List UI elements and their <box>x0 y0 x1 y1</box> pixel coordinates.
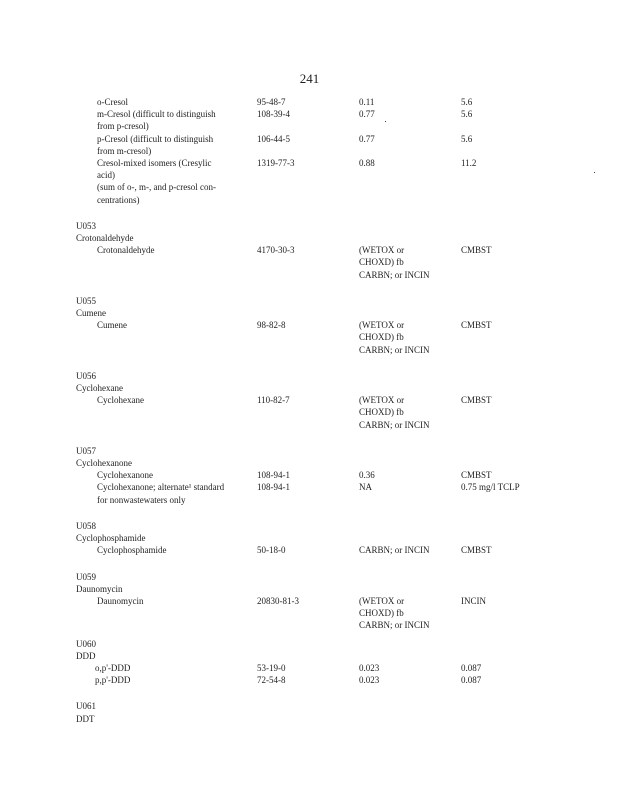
constituent-name: m-Cresol (difficult to distinguish from p-cresol) <box>97 109 216 132</box>
table-row <box>76 674 556 686</box>
waste-code-section <box>76 700 556 724</box>
treatment-standards-table <box>76 96 556 725</box>
waste-code-section <box>76 370 556 431</box>
cas-number: 108-39-4 <box>257 109 290 120</box>
table-row <box>76 319 556 356</box>
nonwastewater-standard: INCIN <box>461 595 486 606</box>
nonwastewater-standard: 5.6 <box>461 97 473 107</box>
wastewater-standard: 0.023 <box>359 675 380 686</box>
scan-speck <box>594 172 595 173</box>
nonwastewater-standard: 0.75 mg/l TCLP <box>461 482 520 493</box>
constituent-name: o-Cresol <box>97 97 128 107</box>
waste-code-section <box>76 295 556 356</box>
cas-number: 20830-81-3 <box>257 595 299 606</box>
nonwastewater-standard: 5.6 <box>461 133 473 144</box>
waste-code: U058 <box>76 520 96 531</box>
waste-code: U059 <box>76 571 96 582</box>
cas-number: 50-18-0 <box>257 545 286 556</box>
nonwastewater-standard: 0.087 <box>461 662 482 673</box>
table-row <box>76 133 556 157</box>
waste-title: Cyclohexane <box>76 383 123 394</box>
cas-number: 72-54-8 <box>257 675 286 686</box>
table-row <box>76 157 556 206</box>
constituent-name: Cyclophosphamide <box>97 545 167 556</box>
wastewater-standard: 0.88 <box>359 158 375 169</box>
table-row <box>76 469 556 481</box>
table-row <box>76 544 556 556</box>
nonwastewater-standard: CMBST <box>461 395 492 406</box>
waste-title: Daunomycin <box>76 583 123 594</box>
cas-number: 108-94-1 <box>257 482 290 493</box>
table-row <box>76 662 556 674</box>
waste-code: U061 <box>76 701 96 712</box>
nonwastewater-standard: CMBST <box>461 320 492 331</box>
constituent-name: Cresol-mixed isomers (Cresylic acid) (sum of o-, m-, and p-cresol con- centrations) <box>97 158 216 205</box>
wastewater-standard: CARBN; or INCIN <box>359 545 430 556</box>
nonwastewater-standard: 0.087 <box>461 675 482 686</box>
constituent-name: p-Cresol (difficult to distinguish from m-cresol) <box>97 133 214 156</box>
constituent-name: Cumene <box>97 320 127 331</box>
constituent-name: p,p'-DDD <box>95 675 131 686</box>
waste-code-section <box>76 220 556 281</box>
cas-number: 98-82-8 <box>257 320 286 331</box>
constituent-name: Cyclohexanone <box>97 470 153 481</box>
table-row <box>76 244 556 281</box>
wastewater-standard: 0.36 <box>359 470 375 481</box>
constituent-name: Crotonaldehyde <box>97 245 155 256</box>
nonwastewater-standard: CMBST <box>461 470 492 481</box>
constituent-name: Cyclohexane <box>97 395 144 406</box>
nonwastewater-standard: CMBST <box>461 245 492 256</box>
page-number: 241 <box>299 71 320 86</box>
wastewater-standard: 0.11 <box>359 97 375 107</box>
table-row <box>76 481 556 505</box>
waste-title: Cumene <box>76 308 106 319</box>
waste-code-section <box>76 445 556 506</box>
waste-title: Crotonaldehyde <box>76 233 134 244</box>
waste-code-section <box>76 571 556 632</box>
constituent-name: Cyclohexanone; alternate¹ standard for nonwastewaters only <box>97 482 225 505</box>
constituent-name: Daunomycin <box>97 595 144 606</box>
waste-code: U060 <box>76 638 96 649</box>
cas-number: 53-19-0 <box>257 662 286 673</box>
cas-number: 1319-77-3 <box>257 158 295 169</box>
scan-speck <box>385 121 386 122</box>
cas-number: 110-82-7 <box>257 395 290 406</box>
waste-code: U056 <box>76 370 96 381</box>
table-row <box>76 96 556 108</box>
waste-code: U055 <box>76 295 96 306</box>
waste-code-section <box>76 638 556 687</box>
table-row <box>76 108 556 132</box>
wastewater-standard: NA <box>359 482 372 493</box>
wastewater-standard: 0.77 <box>359 109 375 120</box>
table-row <box>76 394 556 431</box>
wastewater-standard: 0.77 <box>359 133 375 144</box>
cas-number: 95-48-7 <box>257 97 286 107</box>
waste-title: Cyclohexanone <box>76 458 132 469</box>
waste-title: Cyclophosphamide <box>76 533 146 544</box>
wastewater-standard: 0.023 <box>359 662 380 673</box>
waste-title: DDT <box>76 713 95 724</box>
cresol-group <box>76 96 556 206</box>
constituent-name: o,p'-DDD <box>95 662 131 673</box>
cas-number: 108-94-1 <box>257 470 290 481</box>
waste-code: U057 <box>76 445 96 456</box>
wastewater-standard: (WETOX or CHOXD) fb CARBN; or INCIN <box>359 245 430 280</box>
nonwastewater-standard: 11.2 <box>461 158 477 169</box>
cas-number: 106-44-5 <box>257 133 290 144</box>
waste-title: DDD <box>76 650 96 661</box>
waste-code-section <box>76 520 556 557</box>
nonwastewater-standard: 5.6 <box>461 109 473 120</box>
wastewater-standard: (WETOX or CHOXD) fb CARBN; or INCIN <box>359 395 430 430</box>
wastewater-standard: (WETOX or CHOXD) fb CARBN; or INCIN <box>359 320 430 355</box>
cas-number: 4170-30-3 <box>257 245 295 256</box>
nonwastewater-standard: CMBST <box>461 545 492 556</box>
wastewater-standard: (WETOX or CHOXD) fb CARBN; or INCIN <box>359 595 430 631</box>
waste-code: U053 <box>76 220 96 231</box>
table-row <box>76 595 556 632</box>
